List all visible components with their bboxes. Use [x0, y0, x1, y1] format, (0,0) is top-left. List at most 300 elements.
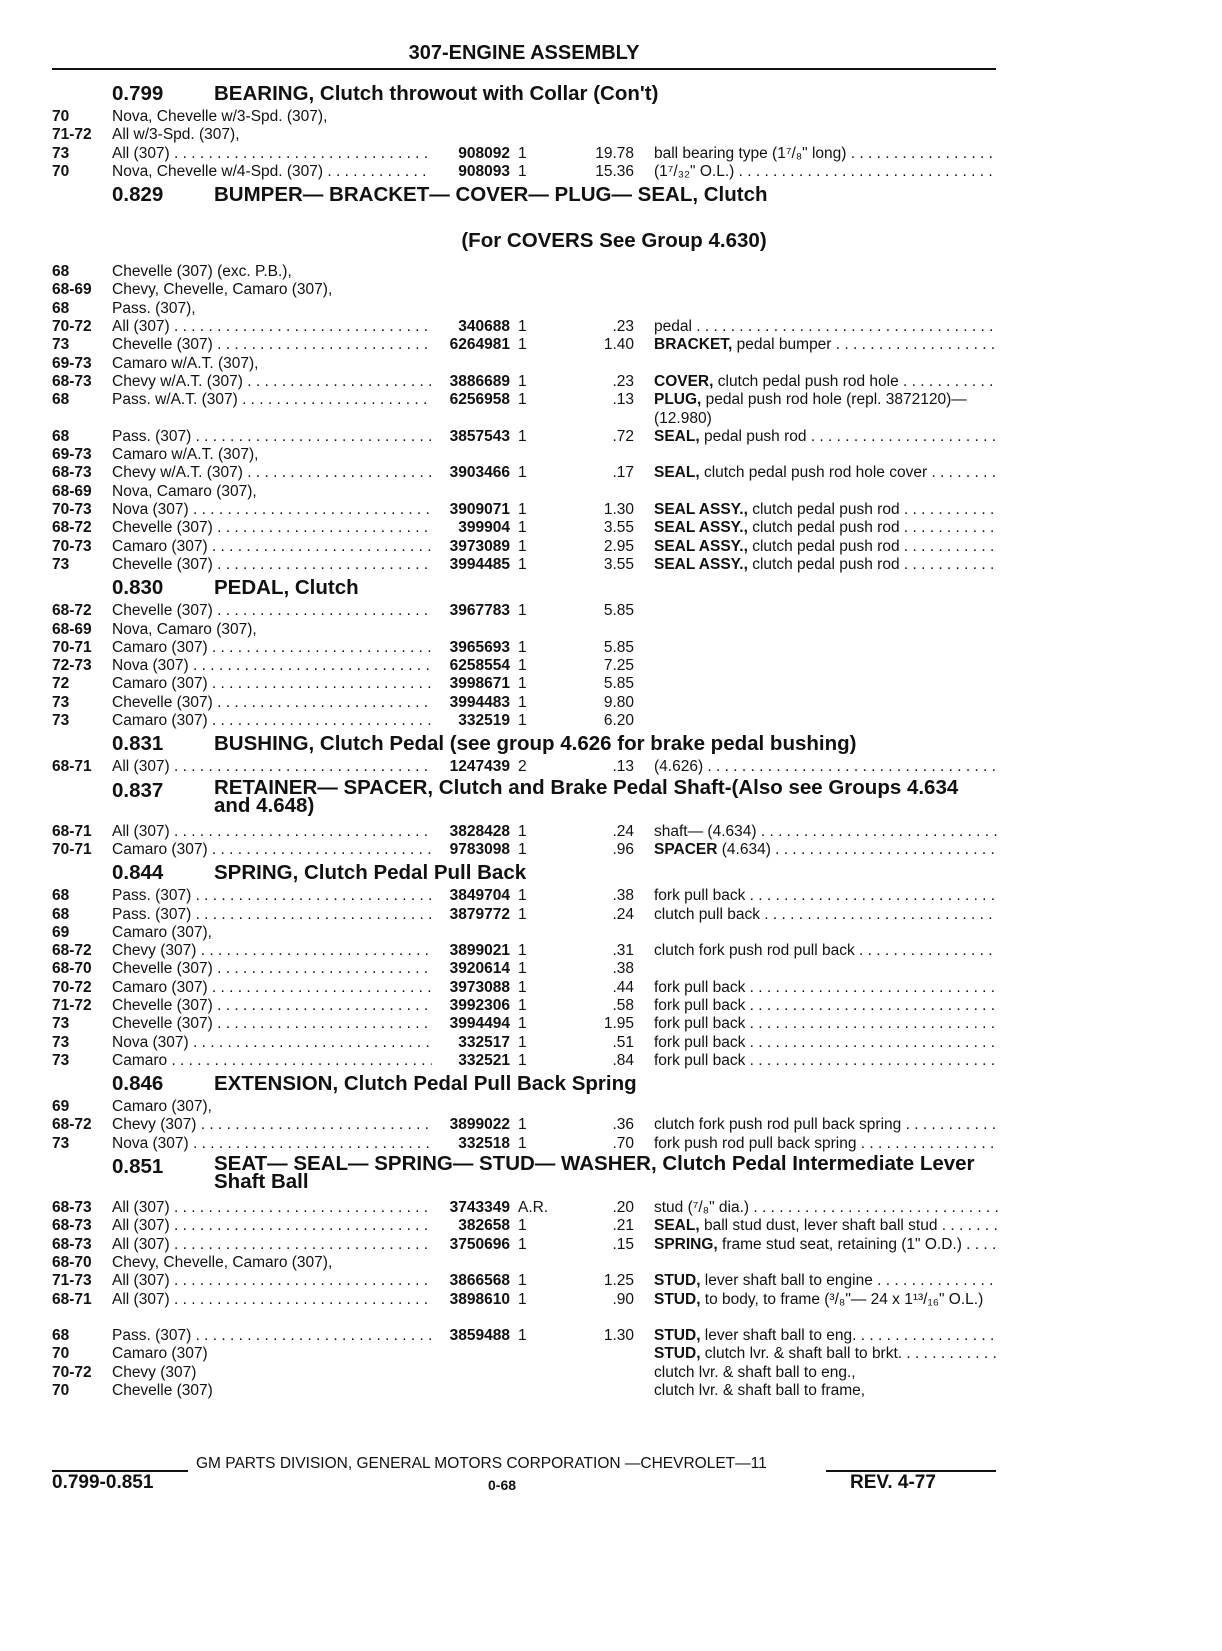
- parts-catalog-body: [52, 80, 996, 1400]
- leader-dots: [900, 519, 998, 536]
- application-text: All (307): [112, 318, 170, 336]
- description: [654, 758, 998, 776]
- description-text: pedal push rod: [699, 427, 807, 445]
- leader-dots: [900, 501, 998, 518]
- price: .13: [612, 391, 634, 409]
- group-title: SPRING, Clutch Pedal Pull Back: [214, 861, 527, 885]
- model-years: 68-73: [52, 1217, 92, 1235]
- description: [654, 538, 998, 556]
- price: .31: [612, 942, 634, 960]
- price: .15: [612, 1235, 634, 1253]
- description-keyword: SEAL,: [654, 427, 700, 445]
- model-years: 70: [52, 1345, 70, 1363]
- model-years: 73: [52, 1051, 70, 1069]
- application: [112, 300, 432, 318]
- table-row: [52, 924, 996, 942]
- part-number: 3886689: [449, 372, 510, 390]
- description-text: fork pull back: [654, 1051, 746, 1069]
- table-row: [52, 621, 996, 639]
- quantity: 1: [518, 555, 527, 573]
- model-years: 68: [52, 391, 70, 409]
- table-row: [52, 538, 996, 556]
- quantity: 1: [518, 1327, 527, 1345]
- footer-page-number: 0-68: [488, 1477, 517, 1493]
- model-years: 68-71: [52, 822, 92, 840]
- application-text: Chevelle (307): [112, 996, 213, 1014]
- table-row: [52, 712, 996, 730]
- table-row: [52, 318, 996, 336]
- description: [654, 887, 998, 905]
- part-number: 3967783: [449, 602, 510, 620]
- part-number: 340688: [458, 318, 510, 336]
- quantity: 1: [518, 602, 527, 620]
- table-row: [52, 639, 996, 657]
- section-heading: [52, 861, 996, 887]
- quantity: 1: [518, 840, 527, 858]
- group-number: 0.846: [112, 1072, 164, 1096]
- part-number: 3899021: [449, 942, 510, 960]
- description-text: clutch lvr. & shaft ball to brkt.: [700, 1345, 903, 1363]
- quantity: 1: [518, 1134, 527, 1152]
- part-number: 6256958: [449, 391, 510, 409]
- model-years: 68-72: [52, 602, 92, 620]
- description: [654, 841, 998, 859]
- model-years: 68: [52, 887, 70, 905]
- quantity: 1: [518, 822, 527, 840]
- table-row: [52, 1217, 996, 1235]
- description-text: ball bearing type (1⁷/₈" long): [654, 144, 847, 162]
- model-years: 68: [52, 263, 70, 281]
- price: 2.95: [603, 537, 634, 555]
- application-text: Chevelle (307) (exc. P.B.),: [112, 263, 292, 281]
- table-row: [52, 1345, 996, 1363]
- application-text: All (307): [112, 144, 170, 162]
- quantity: 1: [518, 675, 527, 693]
- part-number: 3857543: [449, 427, 510, 445]
- application-text: Chevy w/A.T. (307): [112, 464, 243, 482]
- price: 3.55: [603, 519, 634, 537]
- application-text: Nova (307): [112, 657, 189, 675]
- table-row: [52, 960, 996, 978]
- price: .58: [612, 996, 634, 1014]
- model-years: 68: [52, 1327, 70, 1345]
- description: [654, 1272, 998, 1290]
- description-keyword: STUD,: [654, 1272, 701, 1290]
- quantity: 1: [518, 427, 527, 445]
- quantity: 1: [518, 1033, 527, 1051]
- model-years: 70-72: [52, 978, 92, 996]
- description-text: lever shaft ball to eng.: [700, 1327, 857, 1345]
- quantity: A.R.: [518, 1199, 549, 1217]
- part-number: 3973088: [449, 978, 510, 996]
- application-text: All (307): [112, 758, 170, 776]
- table-row: [52, 391, 996, 428]
- group-title: PEDAL, Clutch: [214, 576, 359, 600]
- table-row: [52, 300, 996, 318]
- model-years: 68-70: [52, 1253, 92, 1271]
- application-text: Chevy (307): [112, 942, 197, 960]
- description: [654, 501, 998, 519]
- group-number: 0.830: [112, 576, 164, 600]
- model-years: 69: [52, 923, 70, 941]
- description-text: fork push rod pull back spring: [654, 1134, 857, 1152]
- model-years: 68-72: [52, 519, 92, 537]
- section-heading: [52, 1072, 996, 1098]
- group-title: BEARING, Clutch throwout with Collar (Con't): [214, 82, 659, 105]
- table-row: [52, 145, 996, 163]
- price: 1.25: [603, 1272, 634, 1290]
- description-keyword: SPACER: [654, 840, 718, 858]
- quantity: 1: [518, 501, 527, 519]
- description: [654, 1382, 998, 1400]
- quantity: 1: [518, 318, 527, 336]
- application-text: Camaro (307): [112, 1345, 208, 1363]
- quantity: 2: [518, 758, 527, 776]
- application-text: Chevelle (307): [112, 1015, 213, 1033]
- part-number: 3750696: [449, 1235, 510, 1253]
- description: [654, 1327, 998, 1345]
- model-years: 70: [52, 108, 70, 125]
- application-text: Nova, Camaro (307),: [112, 482, 257, 500]
- description: [654, 163, 998, 181]
- price: .70: [612, 1134, 634, 1152]
- price: .51: [612, 1033, 634, 1051]
- table-row: [52, 1272, 996, 1290]
- section-heading: [52, 183, 996, 209]
- application-text: Camaro (307),: [112, 1098, 212, 1116]
- table-row: [52, 1199, 996, 1217]
- table-row: [52, 281, 996, 299]
- application: [112, 446, 432, 464]
- table-row: [52, 1291, 996, 1328]
- quantity: 1: [518, 712, 527, 730]
- footer-group-range: 0.799-0.851: [52, 1472, 154, 1493]
- application-text: Camaro: [112, 1051, 168, 1069]
- quantity: 1: [518, 1116, 527, 1134]
- price: .84: [612, 1051, 634, 1069]
- part-number: 332521: [458, 1051, 510, 1069]
- description: [654, 318, 998, 336]
- price: .96: [612, 840, 634, 858]
- quantity: 1: [518, 1051, 527, 1069]
- description-text: pedal bumper: [732, 336, 832, 354]
- description: [654, 1291, 998, 1309]
- table-row: [52, 1364, 996, 1382]
- description-keyword: SEAL,: [654, 1217, 700, 1235]
- description-text: clutch pedal push rod: [747, 537, 900, 555]
- table-row: [52, 841, 996, 859]
- leader-dots: [807, 428, 998, 445]
- description: [654, 1015, 998, 1033]
- part-number: 3879772: [449, 905, 510, 923]
- application-text: Chevelle (307): [112, 960, 213, 978]
- application-text: Pass. (307): [112, 887, 192, 905]
- model-years: 68-69: [52, 620, 92, 638]
- application-text: All (307): [112, 1235, 170, 1253]
- model-years: 68: [52, 427, 70, 445]
- description-text: fork pull back: [654, 996, 746, 1014]
- description: [654, 1116, 998, 1134]
- section-heading: [52, 576, 996, 602]
- model-years: 70-72: [52, 318, 92, 336]
- part-number: 3903466: [449, 464, 510, 482]
- application-text: Pass. (307): [112, 1327, 192, 1345]
- part-number: 3849704: [449, 887, 510, 905]
- application-text: Chevelle (307): [112, 602, 213, 620]
- quantity: 1: [518, 657, 527, 675]
- description: [654, 1052, 998, 1070]
- description: [654, 519, 998, 537]
- table-row: [52, 657, 996, 675]
- application: [112, 1364, 432, 1382]
- leader-dots: [927, 464, 998, 481]
- description-keyword: SEAL ASSY.,: [654, 501, 748, 519]
- description-text: fork pull back: [654, 1015, 746, 1033]
- description-text: clutch fork push rod pull back spring: [654, 1116, 902, 1134]
- leader-dots: [771, 841, 998, 858]
- application-text: All w/3-Spd. (307),: [112, 126, 240, 144]
- description-keyword: STUD,: [654, 1345, 701, 1363]
- table-row: [52, 446, 996, 464]
- leader-dots: [899, 373, 998, 390]
- table-row: [52, 694, 996, 712]
- application: [112, 621, 432, 639]
- description: [654, 428, 998, 446]
- price: 5.85: [603, 638, 634, 656]
- model-years: 68-73: [52, 1199, 92, 1217]
- description: [654, 823, 998, 841]
- table-row: [52, 263, 996, 281]
- application: [112, 1254, 432, 1272]
- description: [654, 906, 998, 924]
- model-years: 70: [52, 1382, 70, 1400]
- model-years: 70-73: [52, 537, 92, 555]
- part-number: 3998671: [449, 675, 510, 693]
- quantity: 1: [518, 960, 527, 978]
- price: .13: [612, 758, 634, 776]
- model-years: 69-73: [52, 446, 92, 464]
- table-row: [52, 1327, 996, 1345]
- leader-dots: [745, 1052, 998, 1069]
- description-keyword: PLUG,: [654, 391, 702, 409]
- part-number: 332517: [458, 1033, 510, 1051]
- price: .44: [612, 978, 634, 996]
- application-text: All (307): [112, 822, 170, 840]
- part-number: 382658: [458, 1217, 510, 1235]
- table-row: [52, 1382, 996, 1400]
- price: .23: [612, 318, 634, 336]
- description-text: frame stud seat, retaining (1" O.D.): [717, 1235, 962, 1253]
- description-text: stud (⁷/₈" dia.): [654, 1199, 750, 1217]
- model-years: 73: [52, 336, 70, 354]
- application-text: Chevy (307): [112, 1363, 197, 1381]
- part-number: 6258554: [449, 657, 510, 675]
- group-number: 0.844: [112, 861, 164, 885]
- part-number: 3992306: [449, 996, 510, 1014]
- part-number: 332519: [458, 712, 510, 730]
- application: [112, 924, 432, 942]
- quantity: 1: [518, 978, 527, 996]
- price: .38: [612, 887, 634, 905]
- table-row: [52, 1034, 996, 1052]
- quantity: 1: [518, 693, 527, 711]
- part-number: 3899022: [449, 1116, 510, 1134]
- application-text: Camaro w/A.T. (307),: [112, 354, 259, 372]
- leader-dots: [831, 336, 998, 353]
- table-row: [52, 126, 996, 144]
- leader-dots: [900, 538, 998, 555]
- model-years: 73: [52, 555, 70, 573]
- table-row: [52, 602, 996, 620]
- application-text: All (307): [112, 1199, 170, 1217]
- model-years: 72-73: [52, 657, 92, 675]
- leader-dots: [745, 997, 998, 1014]
- leader-dots: [703, 758, 998, 775]
- application-text: Nova (307): [112, 1033, 189, 1051]
- model-years: 73: [52, 144, 70, 162]
- application-text: All (307): [112, 1290, 170, 1308]
- description-keyword: SEAL ASSY.,: [654, 519, 748, 537]
- description-text: clutch lvr. & shaft ball to frame,: [654, 1382, 866, 1400]
- table-row: [52, 163, 996, 181]
- leader-dots: [900, 556, 998, 573]
- footer-revision: REV. 4-77: [850, 1472, 936, 1493]
- section-heading: [52, 732, 996, 758]
- quantity: 1: [518, 537, 527, 555]
- price: 1.30: [603, 1327, 634, 1345]
- quantity: 1: [518, 1272, 527, 1290]
- page-title: 307-ENGINE ASSEMBLY: [52, 40, 996, 70]
- application-text: Chevy, Chevelle, Camaro (307),: [112, 1253, 333, 1271]
- model-years: 73: [52, 1033, 70, 1051]
- leader-dots: [757, 823, 998, 840]
- price: .17: [612, 464, 634, 482]
- quantity: 1: [518, 1290, 527, 1308]
- section-heading: [52, 82, 996, 108]
- part-number: 3920614: [449, 960, 510, 978]
- model-years: 70-71: [52, 840, 92, 858]
- description-keyword: COVER,: [654, 372, 714, 390]
- part-number: 3994485: [449, 555, 510, 573]
- description: [654, 1217, 998, 1235]
- table-row: [52, 355, 996, 373]
- group-number: 0.799: [112, 82, 164, 105]
- application: [112, 483, 432, 501]
- quantity: 1: [518, 162, 527, 180]
- part-number: 3859488: [449, 1327, 510, 1345]
- model-years: 70-72: [52, 1363, 92, 1381]
- description-text: clutch lvr. & shaft ball to eng.,: [654, 1363, 856, 1381]
- model-years: 68: [52, 905, 70, 923]
- model-years: 68-70: [52, 960, 92, 978]
- table-row: [52, 1116, 996, 1134]
- description-keyword: SEAL ASSY.,: [654, 555, 748, 573]
- application: [112, 1345, 432, 1363]
- price: .21: [612, 1217, 634, 1235]
- price: .90: [612, 1290, 634, 1308]
- description: [654, 336, 998, 354]
- description-text: to body, to frame (³/₈"— 24 x 1¹³/₁₆" O.L.): [700, 1290, 984, 1308]
- model-years: 73: [52, 712, 70, 730]
- table-row: [52, 758, 996, 776]
- model-years: 68-71: [52, 758, 92, 776]
- table-row: [52, 887, 996, 905]
- table-row: [52, 1015, 996, 1033]
- description-text: clutch pedal push rod: [747, 519, 900, 537]
- application-text: Pass. (307),: [112, 299, 196, 317]
- part-number: 3898610: [449, 1290, 510, 1308]
- description: [654, 979, 998, 997]
- application-text: Chevy, Chevelle, Camaro (307),: [112, 281, 333, 299]
- price: .72: [612, 427, 634, 445]
- description: [654, 1345, 998, 1363]
- application: [112, 355, 432, 373]
- group-number: 0.837: [112, 778, 164, 802]
- group-number: 0.829: [112, 183, 164, 207]
- description-text: ball stud dust, lever shaft ball stud: [699, 1217, 938, 1235]
- model-years: 71-73: [52, 1272, 92, 1290]
- group-number: 0.831: [112, 732, 164, 756]
- description: [654, 1236, 998, 1254]
- description: [654, 1364, 998, 1382]
- description: [654, 1034, 998, 1052]
- description-text: clutch pedal push rod: [747, 501, 900, 519]
- price: 1.30: [603, 501, 634, 519]
- application-text: Camaro (307): [112, 537, 208, 555]
- application-text: All (307): [112, 1217, 170, 1235]
- table-row: [52, 1135, 996, 1153]
- description: [654, 391, 998, 428]
- table-row: [52, 501, 996, 519]
- description: [654, 1199, 998, 1217]
- price: 1.95: [603, 1015, 634, 1033]
- description-text: fork pull back: [654, 978, 746, 996]
- part-number: 3994494: [449, 1015, 510, 1033]
- leader-dots: [901, 1116, 998, 1133]
- price: .36: [612, 1116, 634, 1134]
- part-number: 3973089: [449, 537, 510, 555]
- application-text: Camaro (307),: [112, 923, 212, 941]
- group-title: BUSHING, Clutch Pedal (see group 4.626 for brake pedal bushing): [214, 732, 857, 756]
- leader-dots: [745, 1015, 998, 1032]
- part-number: 908093: [458, 162, 510, 180]
- model-years: 69-73: [52, 354, 92, 372]
- leader-dots: [749, 1199, 998, 1216]
- description-keyword: SEAL ASSY.,: [654, 537, 748, 555]
- application-text: Pass. (307): [112, 427, 192, 445]
- description-text: (1⁷/₃₂" O.L.): [654, 162, 735, 180]
- description-keyword: STUD,: [654, 1327, 701, 1345]
- leader-dots: [745, 1034, 998, 1051]
- section-heading: [52, 1152, 996, 1199]
- group-title: BUMPER— BRACKET— COVER— PLUG— SEAL, Clutch: [214, 183, 768, 207]
- part-number: 3909071: [449, 501, 510, 519]
- table-row: [52, 1098, 996, 1116]
- table-row: [52, 373, 996, 391]
- application-text: Nova (307): [112, 1134, 189, 1152]
- model-years: 72: [52, 675, 70, 693]
- quantity: 1: [518, 336, 527, 354]
- model-years: 71-72: [52, 126, 92, 144]
- description-text: clutch pedal push rod: [747, 555, 900, 573]
- model-years: 68-73: [52, 372, 92, 390]
- table-row: [52, 1236, 996, 1254]
- application: [112, 1382, 432, 1400]
- quantity: 1: [518, 144, 527, 162]
- description-text: fork pull back: [654, 887, 746, 905]
- group-title: RETAINER— SPACER, Clutch and Brake Pedal Shaft-(Also see Groups 4.634 and 4.648): [214, 775, 959, 817]
- application-text: Chevy (307): [112, 1116, 197, 1134]
